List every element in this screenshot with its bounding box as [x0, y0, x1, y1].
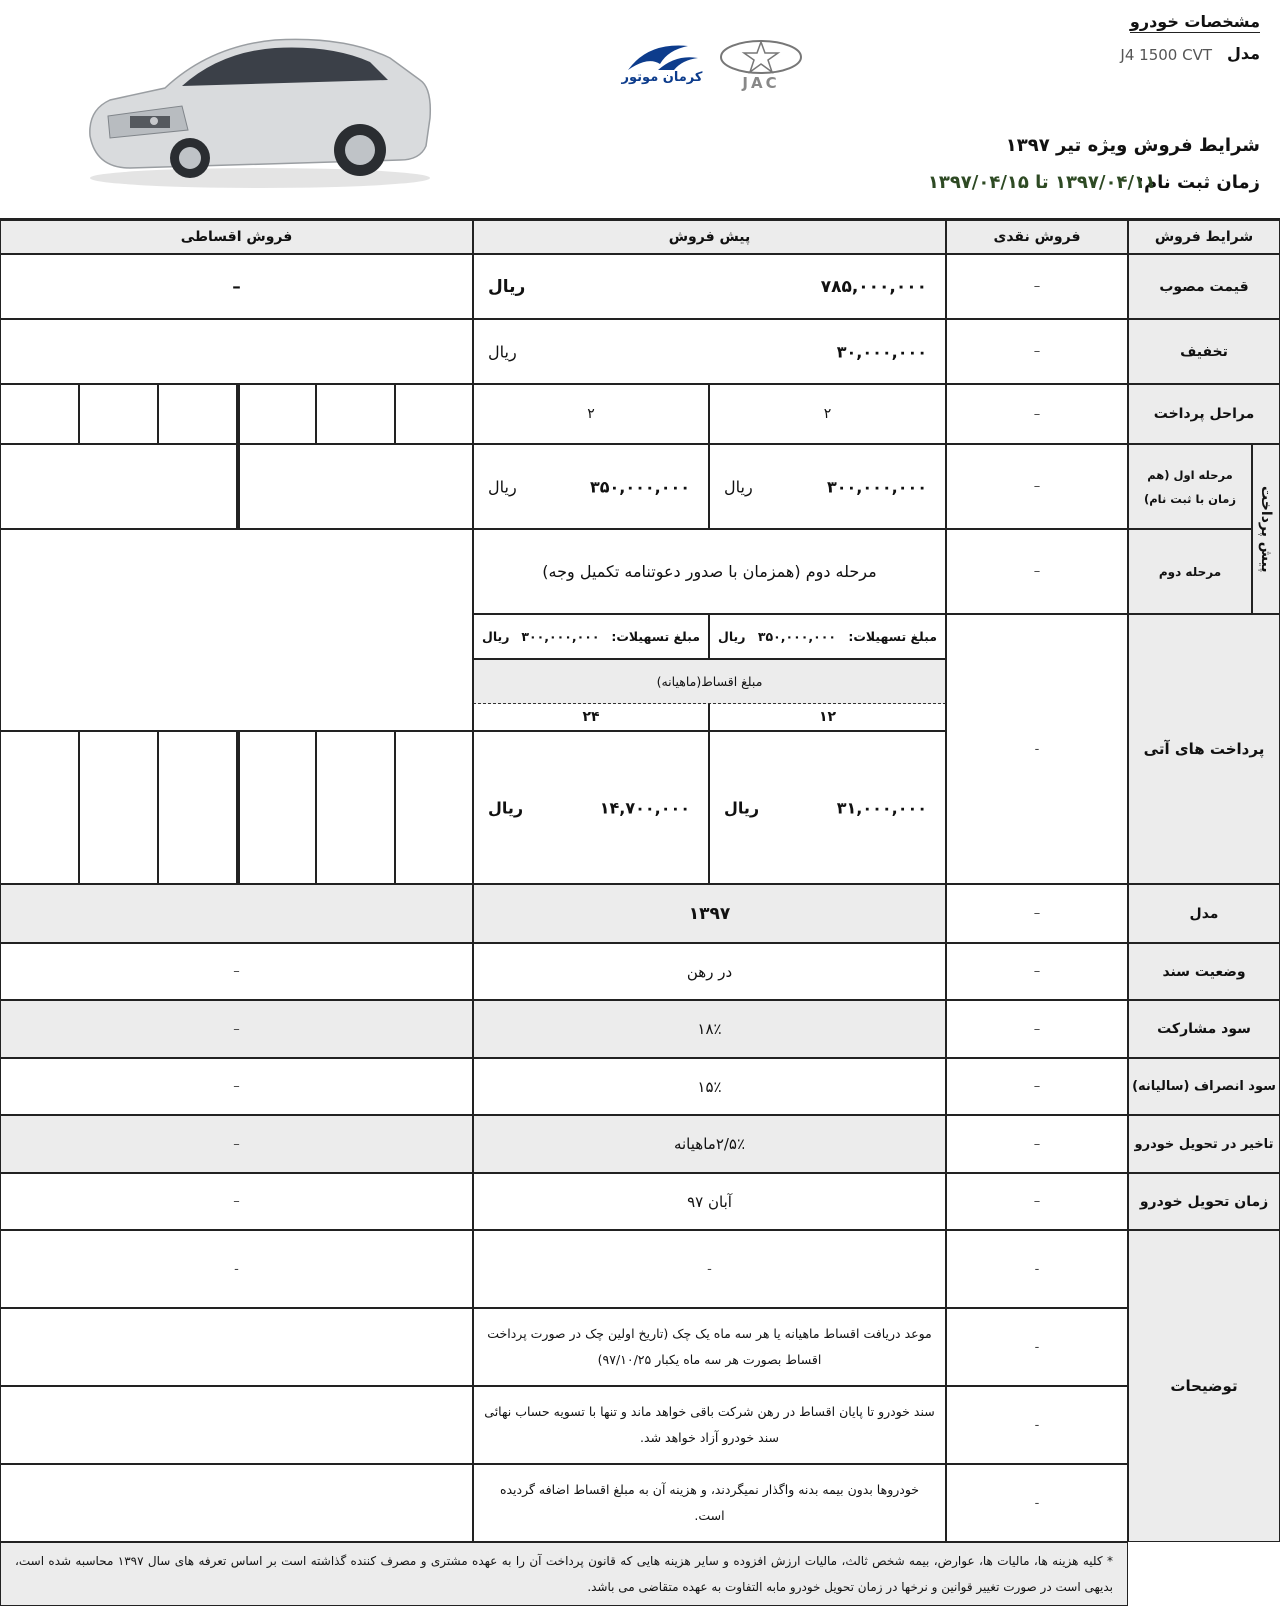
row-label-discount: تخفیف	[1128, 319, 1280, 384]
registration-label: زمان ثبت نام:	[1136, 172, 1260, 193]
installment-stage-cell	[158, 384, 237, 444]
facility-b-amount: ۳۰۰,۰۰۰,۰۰۰	[521, 629, 600, 644]
presale-cancel: ۱۵٪	[473, 1058, 946, 1115]
row-label-delay: تاخیر در تحویل خودرو	[1128, 1115, 1280, 1173]
facility-a-amount: ۳۵۰,۰۰۰,۰۰۰	[757, 629, 836, 644]
cash-stage2: –	[946, 529, 1128, 614]
stage1-amount-b: ۳۵۰,۰۰۰,۰۰۰	[589, 477, 690, 496]
installment-model	[0, 884, 473, 943]
spec-title: مشخصات خودرو	[1129, 12, 1260, 31]
presale-model: ۱۳۹۷	[473, 884, 946, 943]
monthly-installment-label: مبلغ اقساط(ماهیانه)	[473, 659, 946, 704]
payment-stages-a: ۲	[709, 384, 946, 444]
approved-price-currency: ریال	[488, 276, 526, 297]
presale-partnership: ۱۸٪	[473, 1000, 946, 1058]
offer-title: شرایط فروش ویژه تیر ۱۳۹۷	[1005, 135, 1260, 156]
presale-approved-price	[473, 254, 946, 319]
row-label-notes: توضیحات	[1128, 1230, 1280, 1542]
installment-approved-price: –	[0, 254, 473, 319]
installment-doc-status: –	[0, 943, 473, 1000]
cash-delay: –	[946, 1115, 1128, 1173]
footer-disclaimer: * کلیه هزینه ها، مالیات ها، عوارض، بیمه شخص ثالث، مالیات ارزش افزوده و سایر هزینه هایی که قانون پرداخت آن را به عهده مشتری و مصرف کننده گذاشته است بر اساس تعرفه های سال ۱۳۹۷ محاسبه شده است، بدیهی است در صورت تغییر قوانین و نرخها در زمان تحویل خودرو مابه التفاوت به عهده متقاضی می باشد.	[0, 1542, 1128, 1606]
installment-stage-cell	[0, 384, 79, 444]
monthly-a	[709, 731, 946, 884]
prepayment-group-label	[1252, 444, 1280, 614]
installment-stage-cell	[79, 384, 158, 444]
installment-stage-cell	[395, 384, 473, 444]
cash-note-4: -	[946, 1464, 1128, 1542]
facility-a-currency: ریال	[718, 629, 746, 644]
installment-future-cell	[237, 731, 316, 884]
installment-note-4	[0, 1464, 473, 1542]
stage1-currency-b: ریال	[488, 477, 517, 496]
col-header-installment: فروش اقساطی	[0, 220, 473, 254]
installment-partnership: –	[0, 1000, 473, 1058]
row-label-payment-stages: مراحل پرداخت	[1128, 384, 1280, 444]
installment-stage1-left	[0, 444, 237, 529]
col-header-cash: فروش نقدی	[946, 220, 1128, 254]
installment-stage1-right	[237, 444, 473, 529]
installment-note-1: -	[0, 1230, 473, 1308]
presale-note-1: -	[473, 1230, 946, 1308]
installment-future-cell	[0, 731, 79, 884]
payment-stages-b: ۲	[473, 384, 709, 444]
months-a: ۱۲	[709, 704, 946, 731]
jac-logo-text: JAC	[742, 74, 780, 92]
model-label: مدل	[1226, 44, 1260, 63]
cash-stage1: –	[946, 444, 1128, 529]
installment-future-cell	[158, 731, 237, 884]
discount-currency: ریال	[488, 342, 517, 361]
installment-note-3	[0, 1386, 473, 1464]
presale-doc-status: در رهن	[473, 943, 946, 1000]
row-label-stage2: مرحله دوم	[1128, 529, 1252, 614]
row-label-cancel: سود انصراف (سالیانه)	[1128, 1058, 1280, 1115]
presale-delay: ۲/۵٪ماهیانه	[473, 1115, 946, 1173]
row-label-stage1: مرحله اول (هم زمان با ثبت نام)	[1128, 444, 1252, 529]
installment-cancel: –	[0, 1058, 473, 1115]
installment-future-cell	[395, 731, 473, 884]
presale-note-4: خودروها بدون بیمه بدنه واگذار نمیگردند، و هزینه آن به مبلغ اقساط اضافه گردیده است.	[473, 1464, 946, 1542]
presale-stage2: مرحله دوم (همزمان با صدور دعوتنامه تکمیل وجه)	[473, 529, 946, 614]
row-label-model: مدل	[1128, 884, 1280, 943]
facility-b-label: مبلغ تسهیلات:	[611, 629, 700, 644]
monthly-b-amount: ۱۴,۷۰۰,۰۰۰	[599, 798, 690, 817]
stage1-amount-a: ۳۰۰,۰۰۰,۰۰۰	[826, 477, 927, 496]
monthly-b	[473, 731, 709, 884]
cash-payment-stages: –	[946, 384, 1128, 444]
cash-delivery: –	[946, 1173, 1128, 1230]
cash-partnership: –	[946, 1000, 1128, 1058]
facility-a-label: مبلغ تسهیلات:	[848, 629, 937, 644]
presale-note-2: موعد دریافت اقساط ماهیانه یا هر سه ماه یک چک (تاریخ اولین چک در صورت پرداخت اقساط بصورت هر سه ماه یکبار ۹۷/۱۰/۲۵)	[473, 1308, 946, 1386]
row-label-approved-price: قیمت مصوب	[1128, 254, 1280, 319]
cash-note-1: -	[946, 1230, 1128, 1308]
prepayment-group-text: پیش پرداخت	[1258, 485, 1274, 573]
months-b: ۲۴	[473, 704, 709, 731]
presale-delivery: آبان ۹۷	[473, 1173, 946, 1230]
car-image	[70, 18, 440, 193]
row-label-doc-status: وضعیت سند	[1128, 943, 1280, 1000]
cash-cancel: –	[946, 1058, 1128, 1115]
installment-future-cell	[316, 731, 395, 884]
monthly-b-currency: ریال	[488, 798, 524, 817]
cash-discount: –	[946, 319, 1128, 384]
presale-stage1-b	[473, 444, 709, 529]
discount-amount: ۳۰,۰۰۰,۰۰۰	[836, 342, 927, 361]
cash-note-3: -	[946, 1386, 1128, 1464]
kerman-motor-logo-text: کرمان موتور	[621, 70, 703, 85]
installment-future-cell	[79, 731, 158, 884]
facility-b	[473, 614, 709, 659]
installment-delay: –	[0, 1115, 473, 1173]
approved-price-amount: ۷۸۵,۰۰۰,۰۰۰	[820, 276, 927, 297]
installment-stage2	[0, 529, 473, 731]
model-value: J4 1500 CVT	[1120, 46, 1212, 64]
presale-discount	[473, 319, 946, 384]
monthly-a-amount: ۳۱,۰۰۰,۰۰۰	[836, 798, 927, 817]
facility-b-currency: ریال	[482, 629, 510, 644]
row-label-partnership: سود مشارکت	[1128, 1000, 1280, 1058]
col-header-presale: پیش فروش	[473, 220, 946, 254]
kerman-motor-logo	[618, 40, 706, 90]
installment-delivery: –	[0, 1173, 473, 1230]
jac-logo	[718, 38, 804, 92]
cash-note-2: -	[946, 1308, 1128, 1386]
presale-stage1-a	[709, 444, 946, 529]
installment-note-2	[0, 1308, 473, 1386]
row-label-delivery: زمان تحویل خودرو	[1128, 1173, 1280, 1230]
col-header-conditions: شرایط فروش	[1128, 220, 1280, 254]
cash-model: –	[946, 884, 1128, 943]
row-label-future-payments: پرداخت های آتی	[1128, 614, 1280, 884]
presale-note-3: سند خودرو تا پایان اقساط در رهن شرکت باقی خواهد ماند و تنها با تسویه حساب نهائی سند خودرو آزاد خواهد شد.	[473, 1386, 946, 1464]
stage1-currency-a: ریال	[724, 477, 753, 496]
monthly-a-currency: ریال	[724, 798, 760, 817]
cash-doc-status: –	[946, 943, 1128, 1000]
cash-approved-price: –	[946, 254, 1128, 319]
installment-discount	[0, 319, 473, 384]
facility-a	[709, 614, 946, 659]
installment-stage-cell	[237, 384, 316, 444]
cash-future-payments: -	[946, 614, 1128, 884]
registration-dates: ۱۳۹۷/۰۴/۱۱ تا ۱۳۹۷/۰۴/۱۵	[927, 172, 1156, 193]
installment-stage-cell	[316, 384, 395, 444]
